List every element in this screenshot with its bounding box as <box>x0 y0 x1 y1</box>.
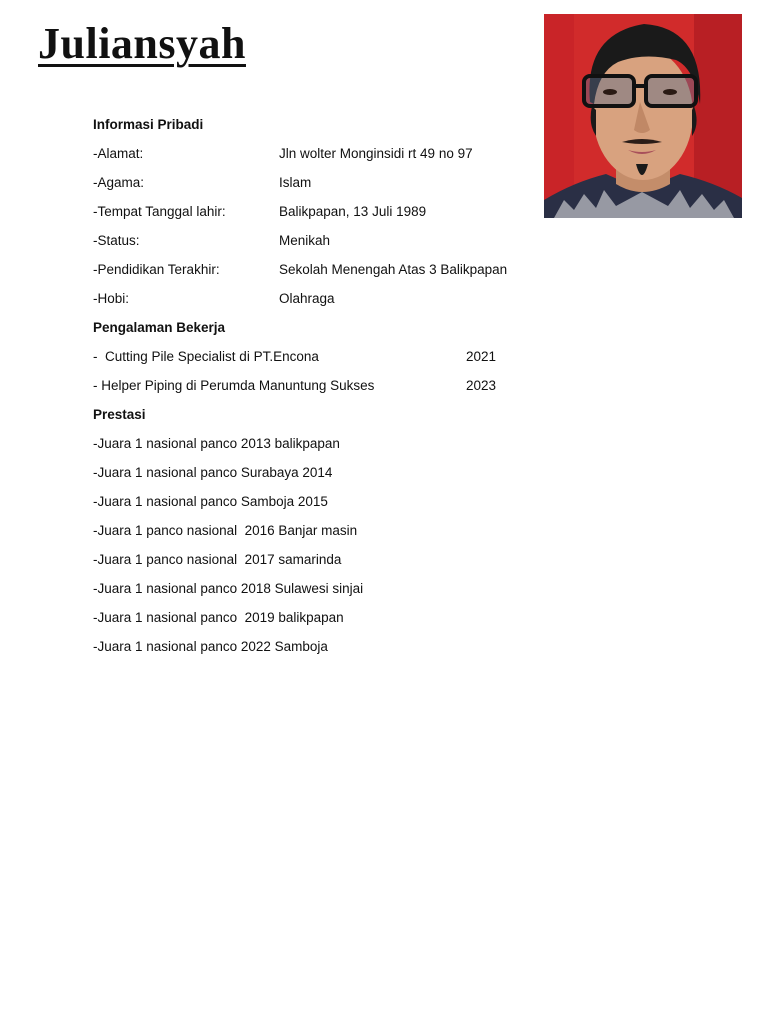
personal-row-address <box>93 141 613 170</box>
personal-row-status <box>93 228 613 257</box>
personal-row-religion <box>93 170 613 199</box>
religion-label: -Agama: <box>93 175 145 190</box>
experience-row <box>93 373 613 402</box>
achievement-item: -Juara 1 nasional panco 2022 Samboja <box>93 639 328 654</box>
experience-year: 2021 <box>466 349 497 364</box>
section-heading-achievements: Prestasi <box>93 407 146 422</box>
religion-value: Islam <box>279 175 312 190</box>
resume-content <box>93 112 613 663</box>
address-value: Jln wolter Monginsidi rt 49 no 97 <box>279 146 473 161</box>
experience-year: 2023 <box>466 378 497 393</box>
experience-row <box>93 344 613 373</box>
resume-name: Juliansyah <box>38 19 246 68</box>
achievement-item: -Juara 1 panco nasional 2016 Banjar masin <box>93 523 358 538</box>
achievement-item: -Juara 1 nasional panco 2018 Sulawesi sinjai <box>93 581 364 596</box>
achievement-item: -Juara 1 nasional panco Surabaya 2014 <box>93 465 333 480</box>
personal-row-birth <box>93 199 613 228</box>
personal-row-education <box>93 257 613 286</box>
hobby-value: Olahraga <box>279 291 335 306</box>
section-heading-personal: Informasi Pribadi <box>93 117 204 132</box>
address-label: -Alamat: <box>93 146 144 161</box>
status-value: Menikah <box>279 233 331 248</box>
birth-label: -Tempat Tanggal lahir: <box>93 204 226 219</box>
education-value: Sekolah Menengah Atas 3 Balikpapan <box>279 262 508 277</box>
experience-job: - Cutting Pile Specialist di PT.Encona <box>93 349 319 364</box>
achievement-item: -Juara 1 nasional panco 2019 balikpapan <box>93 610 344 625</box>
achievement-item: -Juara 1 panco nasional 2017 samarinda <box>93 552 342 567</box>
section-heading-experience: Pengalaman Bekerja <box>93 320 226 335</box>
personal-row-hobby <box>93 286 613 315</box>
achievement-item: -Juara 1 nasional panco Samboja 2015 <box>93 494 328 509</box>
experience-job: - Helper Piping di Perumda Manuntung Sukses <box>93 378 375 393</box>
education-label: -Pendidikan Terakhir: <box>93 262 220 277</box>
status-label: -Status: <box>93 233 140 248</box>
hobby-label: -Hobi: <box>93 291 130 306</box>
achievement-item: -Juara 1 nasional panco 2013 balikpapan <box>93 436 340 451</box>
birth-value: Balikpapan, 13 Juli 1989 <box>279 204 427 219</box>
